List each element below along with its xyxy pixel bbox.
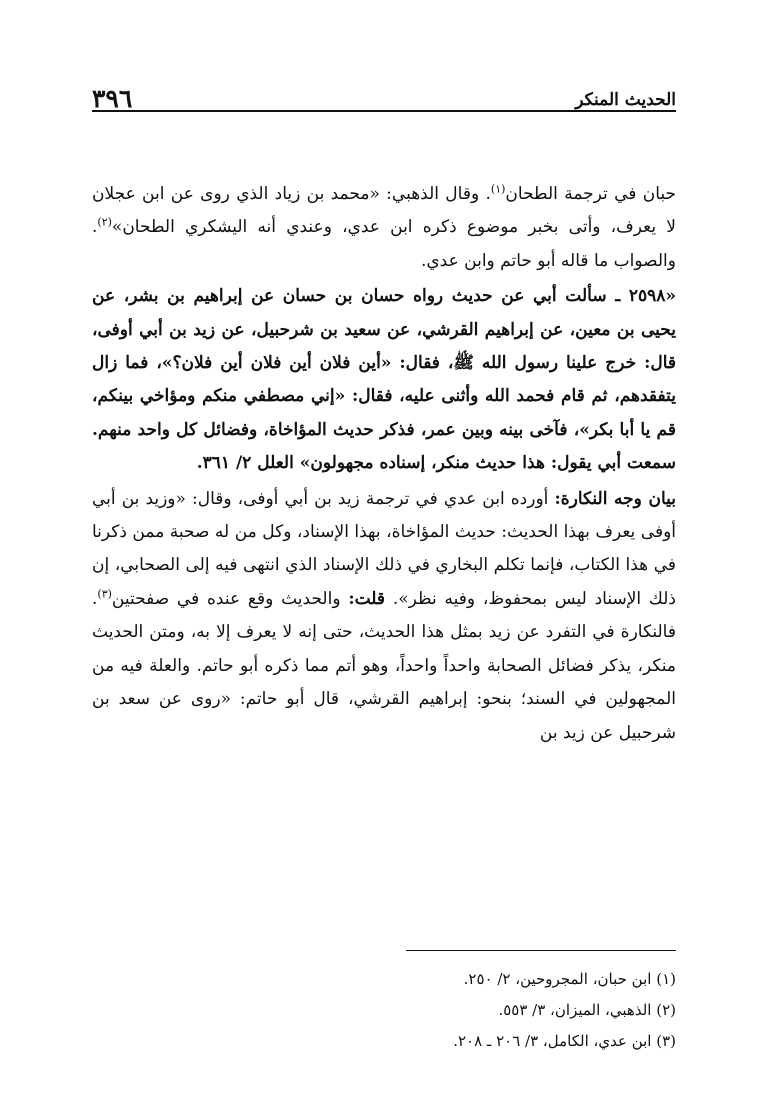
page-number: ٣٩٦ xyxy=(92,84,133,113)
book-page xyxy=(92,70,676,1090)
footnote-3: (٣) ابن عدي، الكامل، ٣/ ٢٠٦ ـ ٢٠٨. xyxy=(453,1032,676,1050)
text-run: أورده ابن عدي في ترجمة زيد بن أبي أوفى، وقال: «وزيد بن أبي أوفى يعرف بهذا الحديث: حديث المؤاخاة، بهذا الإسناد، وكل من له صحبة ممن ذكرنا في هذا الكتاب، فإنما تكلم البخاري في ذلك الإسناد الذي انتهى فيه إلى الصحابي، إن ذلك الإسناد ليس بمحفوظ، وفيه نظر». xyxy=(92,488,676,609)
bayan-label: بيان وجه النكارة: xyxy=(554,488,676,509)
footnote-ref-3: (٣) xyxy=(97,587,112,601)
footnote-1: (١) ابن حبان، المجروحين، ٢/ ٢٥٠. xyxy=(463,970,676,988)
footnote-ref-2: (٢) xyxy=(97,215,112,229)
footnote-2: (٢) الذهبي، الميزان، ٣/ ٥٥٣. xyxy=(498,1001,676,1019)
text-run: حبان في ترجمة الطحان xyxy=(505,184,677,204)
text-run: . وقال الذهبي: «محمد بن زياد الذي روى عن ابن عجلان لا يعرف، وأتى بخبر موضوع ذكره ابن عدي، وعندي أنه اليشكري الطحان» xyxy=(92,184,676,238)
footnotes xyxy=(92,964,676,1057)
text-run: . والصواب ما قاله أبو حاتم وابن عدي. xyxy=(92,217,676,271)
text-run: والحديث وقع عنده في صفحتين xyxy=(111,588,349,609)
text-run: . فالنكارة في التفرد عن زيد بمثل هذا الحديث، حتى إنه لا يعرف إلا به، ومتن الحديث منكر، يذكر فضائل الصحابة واحداً واحداً، وهو أتم مما ذكره أبو حاتم. والعلة فيه من المجهولين في السند؛ بنحو: إبراهيم القرشي، قال أبو حاتم: «روى عن سعد بن شرحبيل عن زيد بن xyxy=(92,588,676,743)
paragraph-explanation xyxy=(92,483,676,750)
footnote-divider xyxy=(406,950,676,951)
footnote-ref-1: (١) xyxy=(490,182,506,196)
paragraph-intro xyxy=(92,178,676,278)
hadith-quote: «٢٥٩٨ ـ سألت أبي عن حديث رواه حسان بن حسان عن إبراهيم بن بشر، عن يحيى بن معين، عن إبراهيم القرشي، عن سعيد بن شرحبيل، عن زيد بن أبي أوفى، قال: خرج علينا رسول الله ﷺ، فقال: «أين فلان أين فلان أين فلان؟»، فما زال يتفقدهم، ثم قام فحمد الله وأثنى عليه، فقال: «إني مصطفي منكم ومؤاخي بينكم، قم يا أبا بكر»، فآخى بينه وبين عمر، فذكر حديث المؤاخاة، وفضائل كل واحد منهم. سمعت أبي يقول: هذا حديث منكر، إسناده مجهولون» العلل ٢/ ٣٦١. xyxy=(92,286,676,474)
running-title: الحديث المنكر xyxy=(575,90,676,110)
qult-label: قلت: xyxy=(348,588,386,609)
page-header xyxy=(92,70,676,112)
main-text xyxy=(92,178,676,750)
